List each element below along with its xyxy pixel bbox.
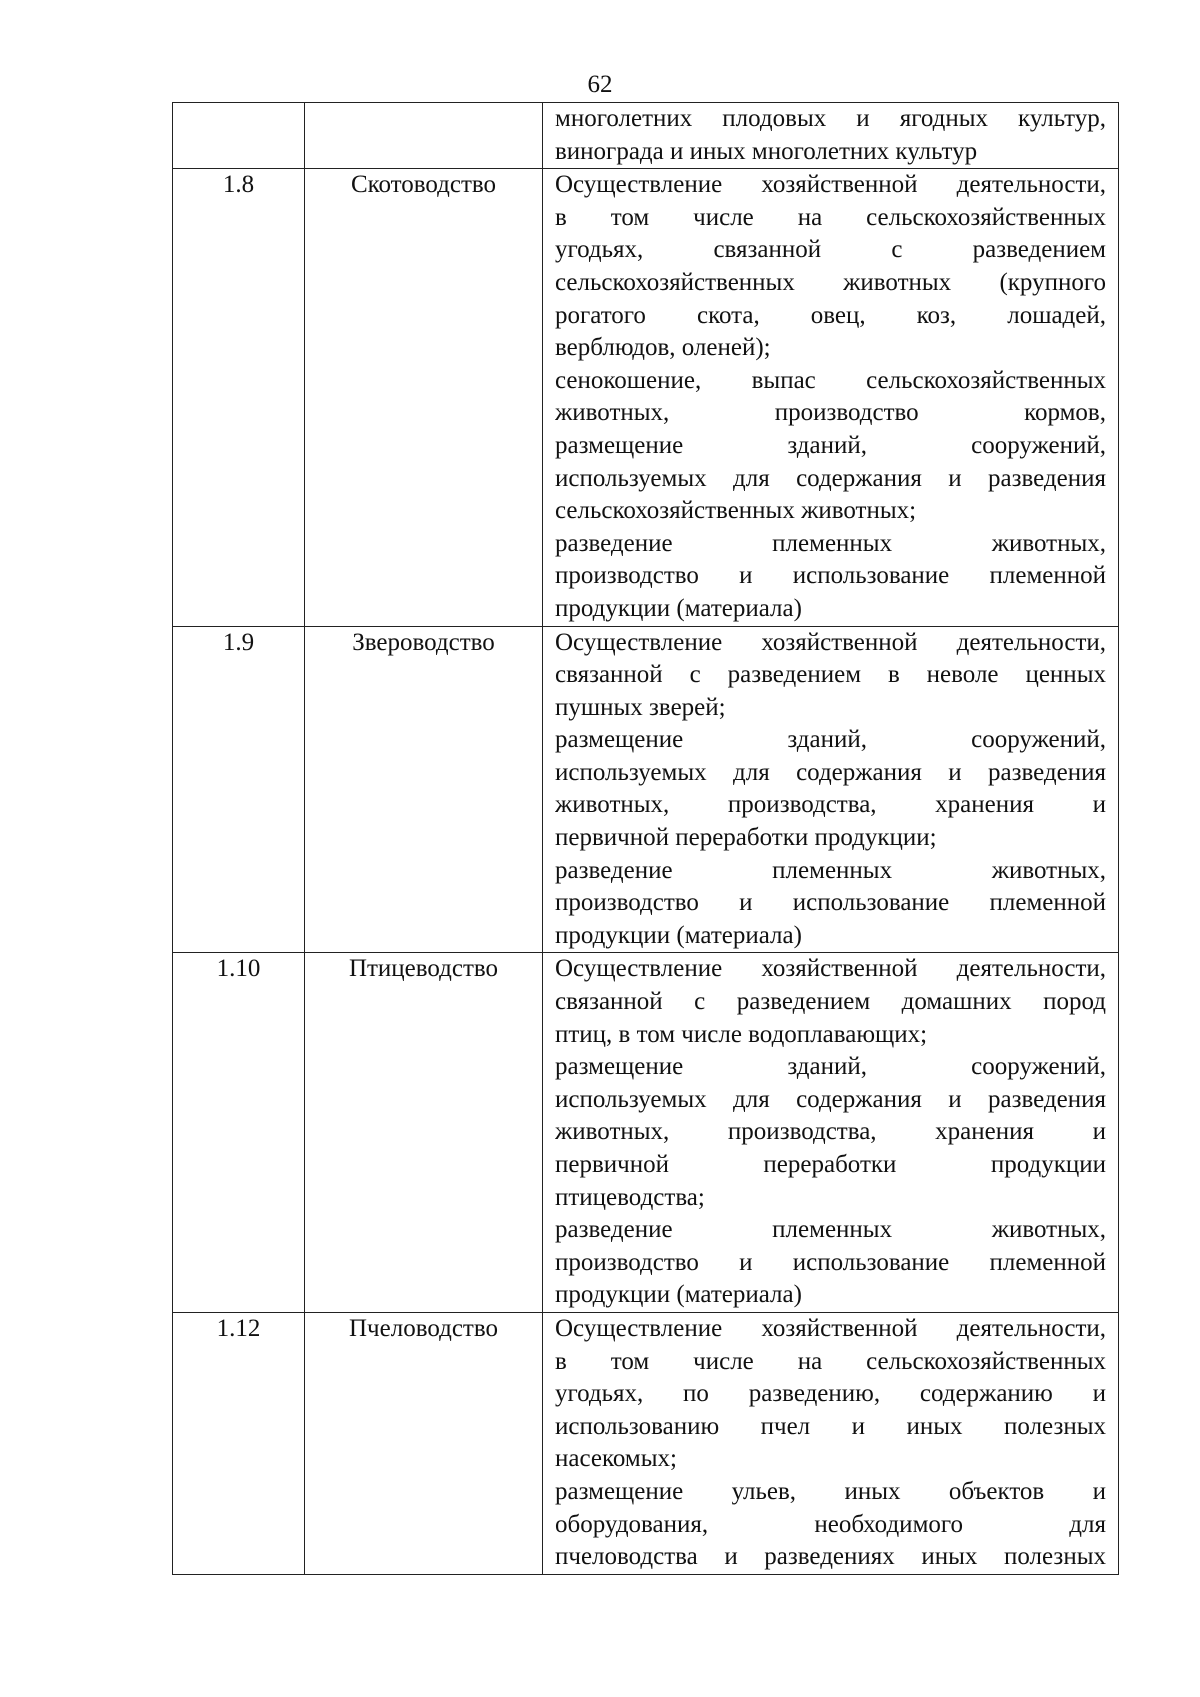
- row-name: Птицеводство: [305, 953, 543, 1313]
- table-row: [173, 953, 1119, 1313]
- table-body: [173, 103, 1119, 1575]
- description-line: рогатого скота, овец, коз, лошадей,: [555, 301, 1106, 329]
- row-name: Пчеловодство: [305, 1312, 543, 1574]
- description-line: насекомых;: [555, 1445, 677, 1473]
- land-use-table: [172, 102, 1119, 1575]
- description-line: в том числе на сельскохозяйственных: [555, 203, 1106, 231]
- description-line: пчеловодства и разведениях иных полезных: [555, 1543, 1106, 1571]
- description-line: связанной с разведением в неволе ценных: [555, 661, 1106, 689]
- row-code: 1.10: [173, 953, 305, 1313]
- description-line: пушных зверей;: [555, 693, 726, 721]
- row-name: Звероводство: [305, 626, 543, 953]
- description-line: продукции (материала): [555, 594, 802, 622]
- table-row: [173, 626, 1119, 953]
- description-line: производство и использование племенной: [555, 1248, 1106, 1276]
- description-line: животных, производство кормов,: [555, 399, 1106, 427]
- row-description: [543, 103, 1119, 169]
- row-name: Скотоводство: [305, 169, 543, 626]
- description-line: оборудования, необходимого для: [555, 1510, 1106, 1538]
- description-line: сельскохозяйственных животных;: [555, 497, 917, 525]
- description-line: связанной с разведением домашних пород: [555, 988, 1106, 1016]
- row-name: [305, 103, 543, 169]
- row-description: [543, 953, 1119, 1313]
- description-line: размещение ульев, иных объектов и: [555, 1477, 1106, 1505]
- description-line: первичной переработки продукции;: [555, 824, 937, 852]
- description-line: Осуществление хозяйственной деятельности,: [555, 628, 1106, 656]
- description-line: используемых для содержания и разведения: [555, 758, 1106, 786]
- description-line: используемых для содержания и разведения: [555, 1085, 1106, 1113]
- row-code: 1.9: [173, 626, 305, 953]
- row-code: 1.8: [173, 169, 305, 626]
- description-line: первичной переработки продукции: [555, 1151, 1106, 1178]
- row-description: [543, 169, 1119, 626]
- description-line: в том числе на сельскохозяйственных: [555, 1347, 1106, 1375]
- description-line: птицеводства;: [555, 1183, 705, 1211]
- description-line: разведение племенных животных,: [555, 1216, 1106, 1244]
- row-description: [543, 1312, 1119, 1574]
- page-number: 62: [587, 71, 613, 98]
- description-line: продукции (материала): [555, 1281, 802, 1309]
- table-row: [173, 103, 1119, 169]
- description-line: разведение племенных животных,: [555, 856, 1106, 884]
- description-line: Осуществление хозяйственной деятельности,: [555, 955, 1106, 983]
- description-line: животных, производства, хранения и: [555, 1118, 1106, 1146]
- row-code: 1.12: [173, 1312, 305, 1574]
- description-line: угодьях, связанной с разведением: [555, 236, 1106, 264]
- row-code: [173, 103, 305, 169]
- description-line: использованию пчел и иных полезных: [555, 1412, 1106, 1440]
- description-line: сельскохозяйственных животных (крупного: [555, 268, 1106, 296]
- description-line: сенокошение, выпас сельскохозяйственных: [555, 366, 1106, 394]
- description-line: животных, производства, хранения и: [555, 791, 1106, 819]
- description-line: многолетних плодовых и ягодных культур,: [555, 105, 1106, 132]
- description-line: Осуществление хозяйственной деятельности,: [555, 1314, 1106, 1342]
- description-line: производство и использование племенной: [555, 562, 1106, 590]
- description-line: производство и использование племенной: [555, 889, 1106, 917]
- description-line: размещение зданий, сооружений,: [555, 726, 1106, 754]
- row-description: [543, 626, 1119, 953]
- description-line: Осуществление хозяйственной деятельности,: [555, 171, 1106, 199]
- description-line: угодьях, по разведению, содержанию и: [555, 1380, 1106, 1408]
- description-line: размещение зданий, сооружений,: [555, 1053, 1106, 1081]
- description-line: размещение зданий, сооружений,: [555, 431, 1106, 459]
- table-row: [173, 169, 1119, 626]
- description-line: верблюдов, оленей);: [555, 334, 771, 362]
- table-row: [173, 1312, 1119, 1574]
- description-line: винограда и иных многолетних культур: [555, 137, 978, 165]
- description-line: продукции (материала): [555, 921, 802, 949]
- description-line: используемых для содержания и разведения: [555, 464, 1106, 492]
- description-line: птиц, в том числе водоплавающих;: [555, 1020, 928, 1048]
- description-line: разведение племенных животных,: [555, 529, 1106, 557]
